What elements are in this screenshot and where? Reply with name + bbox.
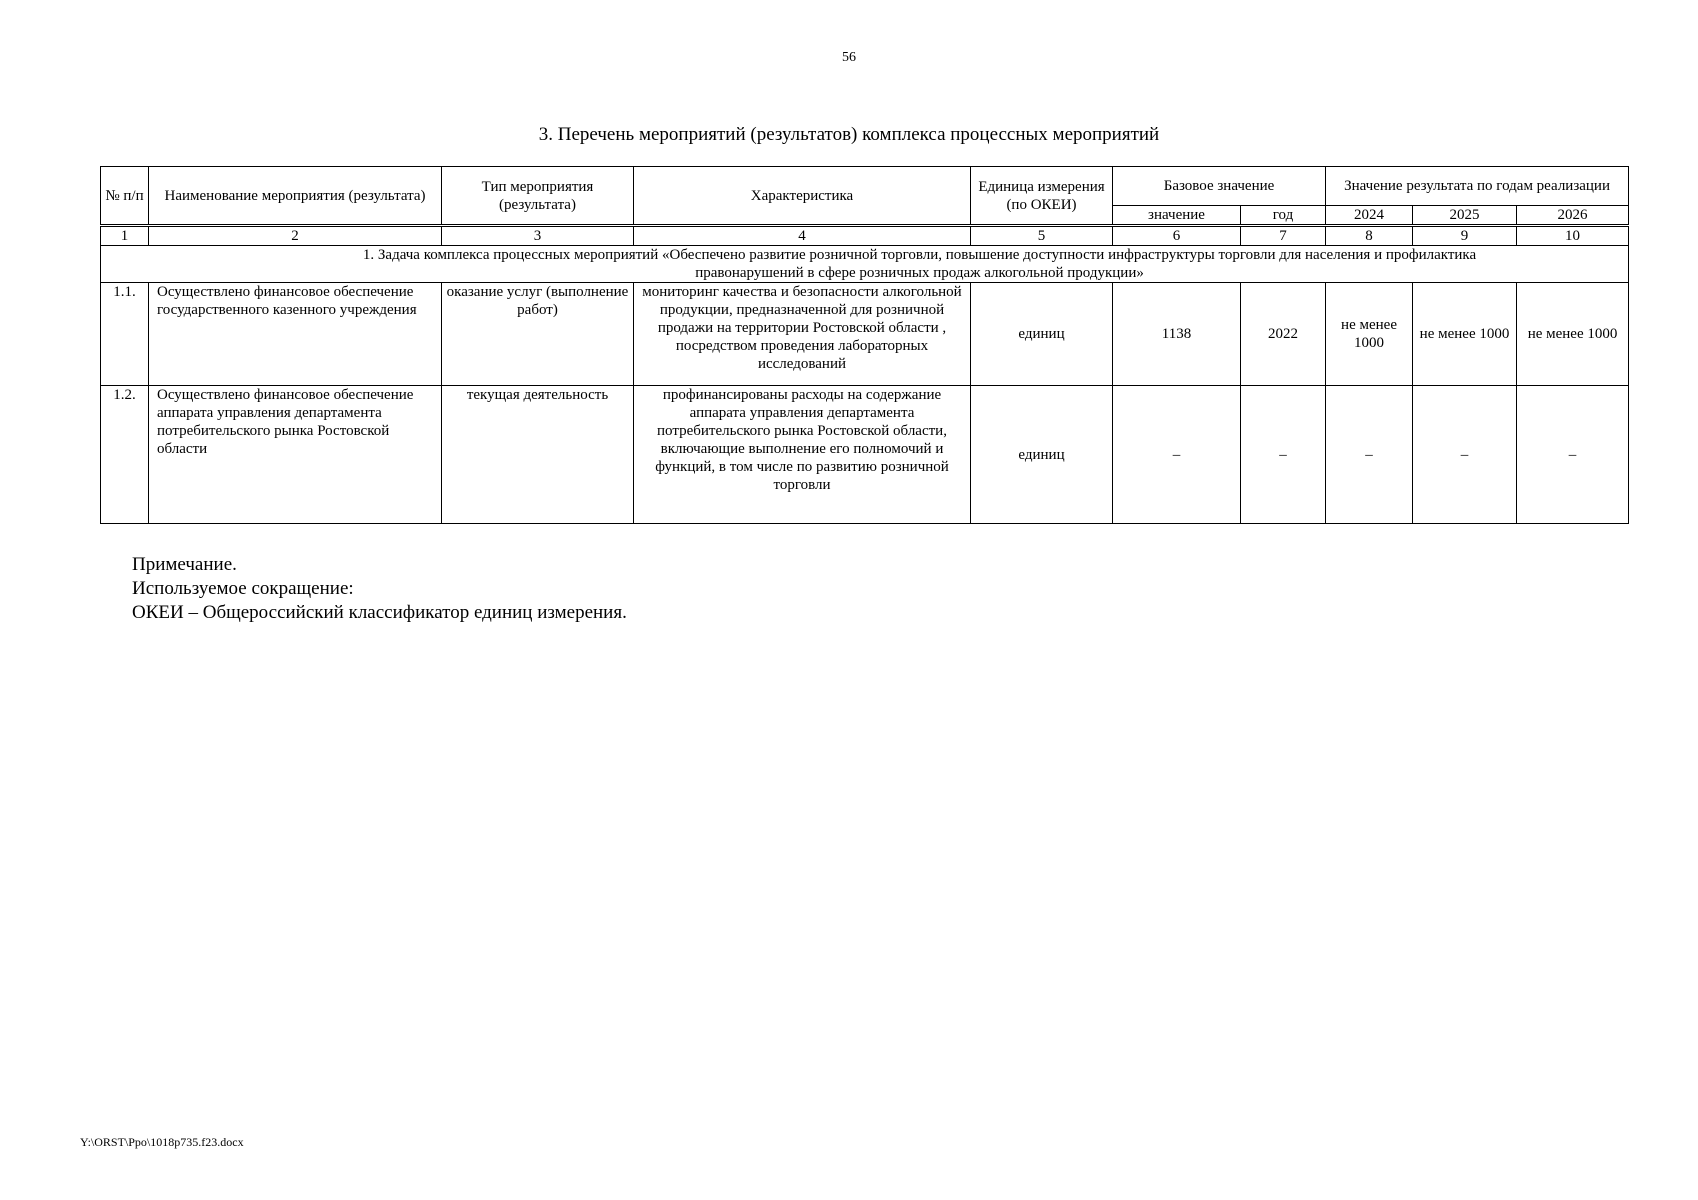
column-number: 4 xyxy=(634,226,971,246)
note-heading: Примечание. xyxy=(132,554,237,575)
row-num: 1.2. xyxy=(101,386,149,524)
task-row xyxy=(101,246,1629,283)
row-value-2025: не менее 1000 xyxy=(1413,283,1517,386)
header-name: Наименование мероприятия (результата) xyxy=(149,167,442,226)
row-type: текущая деятельность xyxy=(442,386,634,524)
header-unit: Единица измерения (по ОКЕИ) xyxy=(971,167,1113,226)
header-year-2025: 2025 xyxy=(1413,206,1517,226)
table-row xyxy=(101,283,1629,386)
column-number: 8 xyxy=(1326,226,1413,246)
column-number: 9 xyxy=(1413,226,1517,246)
section-title: 3. Перечень мероприятий (результатов) комплекса процессных мероприятий xyxy=(538,124,1160,145)
measures-table xyxy=(100,166,1629,524)
column-number: 5 xyxy=(971,226,1113,246)
header-type: Тип мероприятия (результата) xyxy=(442,167,634,226)
row-unit: единиц xyxy=(971,283,1113,386)
column-number: 2 xyxy=(149,226,442,246)
column-number: 7 xyxy=(1241,226,1326,246)
row-value-2026: – xyxy=(1517,386,1629,524)
row-base-year: – xyxy=(1241,386,1326,524)
header-base-value: Базовое значение xyxy=(1113,167,1326,206)
table-row xyxy=(101,386,1629,524)
row-name: Осуществлено финансовое обеспечение аппарата управления департамента потребительского рынка Ростовской области xyxy=(149,386,442,524)
column-numbering-row xyxy=(101,226,1629,246)
row-unit: единиц xyxy=(971,386,1113,524)
row-value-2024: не менее 1000 xyxy=(1326,283,1413,386)
row-characteristic: профинансированы расходы на содержание аппарата управления департамента потребительского рынка Ростовской области, включающие выполнение его полномочий и функций, в том числе по развитию розничной торговли xyxy=(634,386,971,524)
row-base-value: – xyxy=(1113,386,1241,524)
column-number: 1 xyxy=(101,226,149,246)
row-characteristic: мониторинг качества и безопасности алкогольной продукции, предназначенной для розничной продажи на территории Ростовской области , посредством проведения лабораторных исследований xyxy=(634,283,971,386)
row-base-value: 1138 xyxy=(1113,283,1241,386)
row-value-2024: – xyxy=(1326,386,1413,524)
row-name: Осуществлено финансовое обеспечение государственного казенного учреждения xyxy=(149,283,442,386)
header-result-by-years: Значение результата по годам реализации xyxy=(1326,167,1629,206)
column-number: 3 xyxy=(442,226,634,246)
header-row-1 xyxy=(101,167,1629,206)
header-num: № п/п xyxy=(101,167,149,226)
row-num: 1.1. xyxy=(101,283,149,386)
note-block xyxy=(132,553,627,625)
header-characteristic: Характеристика xyxy=(634,167,971,226)
row-value-2025: – xyxy=(1413,386,1517,524)
column-number: 10 xyxy=(1517,226,1629,246)
row-value-2026: не менее 1000 xyxy=(1517,283,1629,386)
task-title: 1. Задача комплекса процессных мероприятий «Обеспечено развитие розничной торговли, повышение доступности инфраструктуры торговли для населения и профилактика правонарушений в сфере розничных продаж алкогольной продукции» xyxy=(101,246,1629,283)
note-abbreviation-label: Используемое сокращение: xyxy=(132,578,354,599)
footer-file-path: Y:\ORST\Ppo\1018p735.f23.docx xyxy=(80,1135,244,1149)
header-year-2026: 2026 xyxy=(1517,206,1629,226)
header-base-value-value: значение xyxy=(1113,206,1241,226)
row-type: оказание услуг (выполнение работ) xyxy=(442,283,634,386)
column-number: 6 xyxy=(1113,226,1241,246)
header-base-value-year: год xyxy=(1241,206,1326,226)
header-year-2024: 2024 xyxy=(1326,206,1413,226)
page-number: 56 xyxy=(842,50,856,65)
note-abbreviation-definition: ОКЕИ – Общероссийский классификатор единиц измерения. xyxy=(132,602,627,623)
row-base-year: 2022 xyxy=(1241,283,1326,386)
